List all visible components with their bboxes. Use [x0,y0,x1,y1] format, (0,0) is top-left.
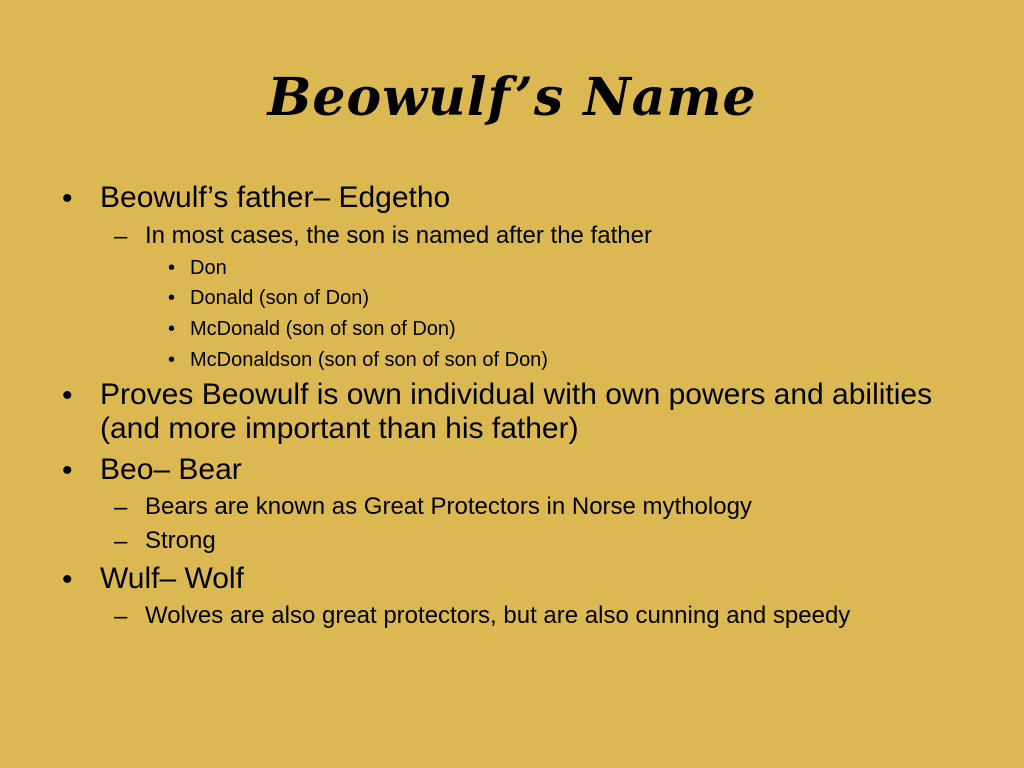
bullet-text: Don [190,257,227,279]
bullet-text: Beo– Bear [100,453,242,486]
dash-marker: – [114,603,128,630]
bullet-marker: • [168,318,176,340]
bullet-text: Donald (son of Don) [190,287,369,309]
bullet-marker: • [62,454,73,487]
bullet-marker: • [168,257,176,279]
slide-title: Beowulf’s Name [267,67,757,128]
bullet-marker: • [168,349,176,371]
bullet-text: Wulf– Wolf [100,562,244,595]
dash-marker: – [114,528,128,555]
bullet-text: Strong [145,527,216,554]
bullet-marker: • [62,182,73,215]
bullet-marker: • [168,287,176,309]
bullet-marker: • [62,563,73,596]
dash-marker: – [114,223,128,250]
bullet-marker: • [62,379,73,412]
bullet-text: McDonaldson (son of son of son of Don) [190,349,548,371]
bullet-text: In most cases, the son is named after the father [145,222,652,249]
bullet-text: Wolves are also great protectors, but are also cunning and speedy [145,602,851,629]
bullet-text: McDonald (son of son of Don) [190,318,456,340]
bullet-text: Bears are known as Great Protectors in Norse mythology [145,493,752,520]
dash-marker: – [114,494,128,521]
bullet-text: Beowulf’s father– Edgetho [100,181,451,214]
bullet-text: Proves Beowulf is own individual with own powers and abilities (and more important than his father) [100,378,933,445]
